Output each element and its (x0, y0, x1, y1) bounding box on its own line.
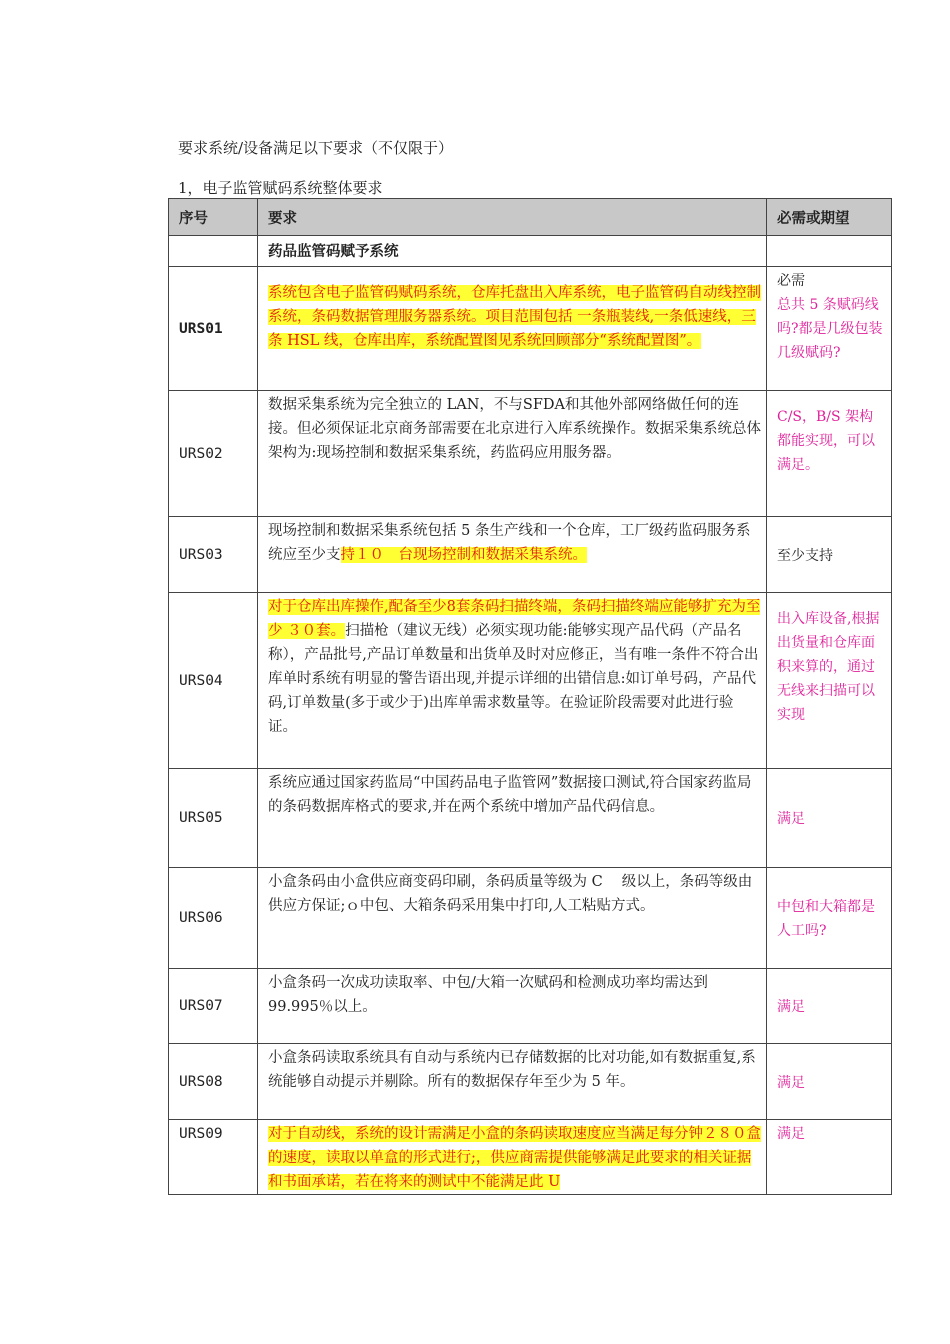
row-text: 系统应通过国家药监局“中国药品电子监管网”数据接口测试,符合国家药监局的条码数据库格式的要求,并在两个系统中增加产品代码信息。 (268, 775, 752, 815)
table-row (169, 1120, 892, 1195)
row-id: URS04 (179, 672, 223, 689)
row-text: 小盒条码由小盒供应商变码印刷，条码质量等级为 C 级以上，条码等级由供应方保证;ｏ中包、大箱条码采用集中打印,人工粘贴方式。 (268, 874, 753, 914)
row-note: 总共 5 条赋码线吗?都是几级包装几级赋码? (777, 297, 883, 361)
table-row (169, 593, 892, 769)
row-text-highlight: 持１０ 台现场控制和数据采集系统。 (340, 547, 587, 563)
intro-line-1: 要求系统/设备满足以下要求（不仅限于） (178, 139, 454, 157)
row-note: 出入库设备,根据出货量和仓库面积来算的，通过无线来扫描可以实现 (777, 611, 880, 723)
row-id: URS02 (179, 445, 223, 462)
table-row (169, 517, 892, 593)
row-text: 小盒条码一次成功读取率、中包/大箱一次赋码和检测成功率均需达到 99.995％以上。 (268, 975, 708, 1015)
row-id: URS06 (179, 910, 223, 926)
row-id: URS01 (179, 320, 223, 337)
row-note: 满足 (777, 811, 805, 827)
row-id: URS03 (179, 546, 223, 563)
row-text-plain: 现场控制和数据采集系统包括 5 条生产线和一个仓库，工厂级药监码服务系统应至少支 (268, 523, 751, 563)
table-row (169, 1044, 892, 1120)
header-required-or-expected: 必需或期望 (767, 199, 892, 236)
row-note: 满足 (777, 1074, 805, 1091)
row-text: 数据采集系统为完全独立的 LAN，不与SFDA和其他外部网络做任何的连接。但必须保证北京商务部需要在北京进行入库系统操作。数据采集系统总体架构为:现场控制和数据采集系统，药监码应用服务器。 (268, 397, 761, 461)
row-note: 满足 (777, 999, 805, 1015)
row-id: URS09 (179, 1126, 223, 1142)
requirements-table (168, 198, 892, 1195)
row-id: URS05 (179, 810, 223, 826)
section-title: 药品监管码赋予系统 (268, 243, 399, 260)
row-note: 至少支持 (777, 547, 833, 564)
row-text-highlight: 对于仓库出库操作,配备至少8套条码扫描终端，条码扫描终端应能够扩充为至少 ３０套。 (268, 599, 761, 639)
row-note-label: 必需 (777, 273, 805, 289)
table-row (169, 391, 892, 517)
table-row (169, 769, 892, 868)
table-row (169, 868, 892, 969)
row-text: 系统包含电子监管码赋码系统，仓库托盘出入库系统，电子监管码自动线控制系统，条码数据管理服务器系统。项目范围包括 一条瓶装线,一条低速线，三条 HSL 线，仓库出库，系统配置图见系统回顾部分“系统配置图”。 (268, 285, 761, 349)
header-requirement: 要求 (258, 199, 767, 236)
table-header-row (169, 199, 892, 236)
row-note: C/S，B/S 架构都能实现，可以满足。 (777, 409, 875, 473)
row-text: 对于自动线，系统的设计需满足小盒的条码读取速度应当满足每分钟２８０盒的速度，读取以单盒的形式进行;，供应商需提供能够满足此要求的相关证据和书面承诺，若在将来的测试中不能满足此 U (268, 1126, 761, 1190)
row-text: 小盒条码读取系统具有自动与系统内已存储数据的比对功能,如有数据重复,系统能够自动提示并剔除。所有的数据保存年至少为 5 年。 (268, 1050, 756, 1090)
intro-line-2: 1，电子监管赋码系统整体要求 (178, 179, 383, 197)
row-note: 中包和大箱都是人工吗? (777, 899, 875, 939)
table-row (169, 267, 892, 391)
row-id: URS07 (179, 998, 223, 1014)
header-seq: 序号 (169, 199, 258, 236)
row-note: 满足 (777, 1126, 805, 1142)
row-id: URS08 (179, 1073, 223, 1090)
row-text-plain: 扫描枪（建议无线）必须实现功能:能够实现产品代码（产品名称），产品批号,产品订单数量和出货单及时对应修正，当有唯一条件不符合出库单时系统有明显的警告语出现,并提示详细的出错信息:如订单号码，产品代码,订单数量(多于或少于)出库单需求数量等。在验证阶段需要对此进行验证。 (268, 623, 759, 735)
section-row (169, 236, 892, 267)
table-row (169, 969, 892, 1044)
